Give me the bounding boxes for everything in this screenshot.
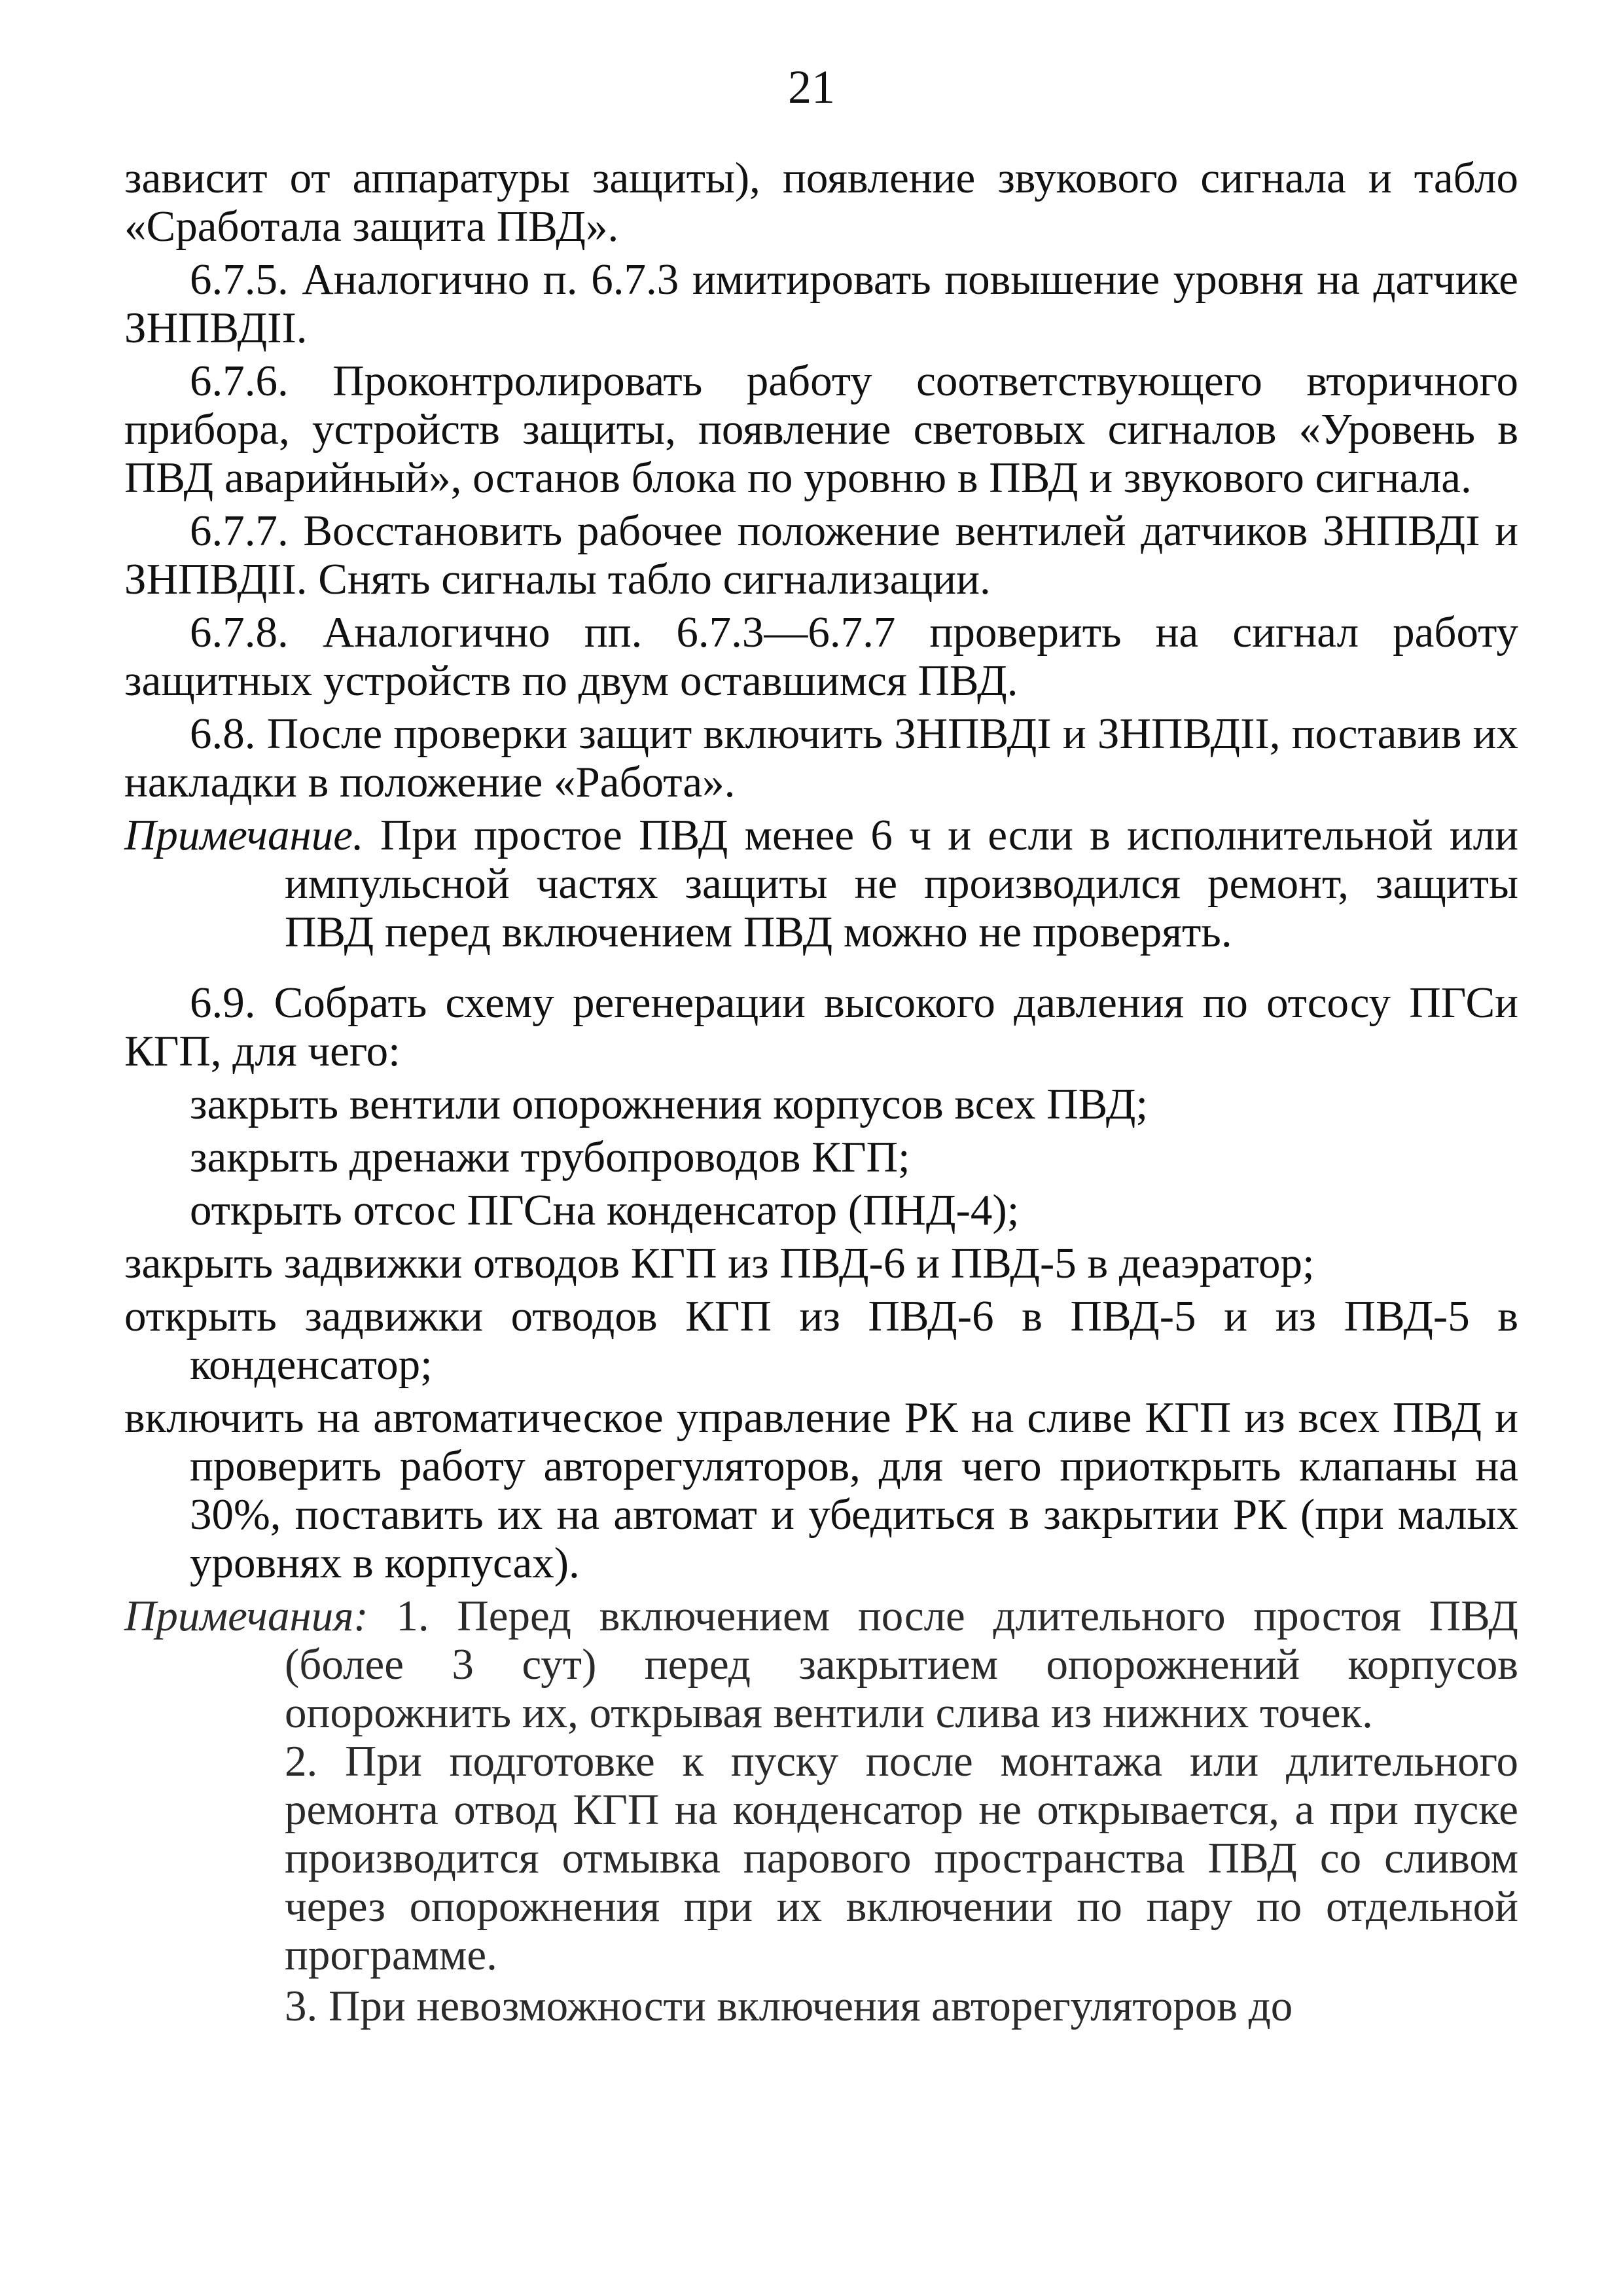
step-item: включить на автоматическое управление РК на сливе КГП из всех ПВД и проверить работу авторегуляторов, для чего приоткрыть клапаны на 30%, поставить их на автомат и убедиться в закрытии РК (при малых уровнях в корпусах). bbox=[124, 1393, 1518, 1587]
paragraph-continuation: зависит от аппаратуры защиты), появление звукового сигнала и табло «Сработала защита ПВД». bbox=[124, 154, 1518, 251]
note-item: 2. При подготовке к пуску после монтажа или длительного ремонта отвод КГП на конденсатор не открывается, а при пуске производится отмывка парового пространства ПВД со сливом через опорожнения при их включении по пару по отдельной программе. bbox=[285, 1737, 1518, 1979]
paragraph-6-9: 6.9. Собрать схему регенерации высокого давления по отсосу ПГСи КГП, для чего: bbox=[124, 978, 1518, 1075]
paragraph-6-7-7: 6.7.7. Восстановить рабочее положение вентилей датчиков ЗНПВДI и ЗНПВДII. Снять сигналы табло сигнализации. bbox=[124, 507, 1518, 603]
notes-block bbox=[124, 1592, 1518, 2030]
step-item: открыть отсос ПГСна конденсатор (ПНД-4); bbox=[190, 1186, 1020, 1234]
step-item: закрыть дренажи трубопроводов КГП; bbox=[190, 1133, 910, 1181]
step-item: закрыть вентили опорожнения корпусов всех ПВД; bbox=[190, 1080, 1149, 1128]
paragraph-6-7-5: 6.7.5. Аналогично п. 6.7.3 имитировать повышение уровня на датчике ЗНПВДII. bbox=[124, 255, 1518, 352]
note-text: При простое ПВД менее 6 ч и если в исполнительной или импульсной частях защиты не производился ремонт, защиты ПВД перед включением ПВД можно не проверять. bbox=[285, 811, 1519, 956]
step-item: закрыть задвижки отводов КГП из ПВД-6 и ПВД-5 в деаэратор; bbox=[124, 1239, 1315, 1287]
paragraph-6-8: 6.8. После проверки защит включить ЗНПВДI и ЗНПВДII, поставив их накладки в положение «Работа». bbox=[124, 709, 1518, 806]
step-item: открыть задвижки отводов КГП из ПВД-6 в ПВД-5 и из ПВД-5 в конденсатор; bbox=[124, 1292, 1518, 1389]
notes-first bbox=[124, 1592, 1518, 1737]
note-label: Примечание. bbox=[124, 811, 364, 859]
note-item: 1. Перед включением после длительного простоя ПВД (более 3 сут) перед закрытием опорожнений корпусов опорожнить их, открывая вентили слива из нижних точек. bbox=[285, 1592, 1518, 1737]
note-item: 3. При невозможности включения авторегуляторов до bbox=[285, 1982, 1293, 2030]
page-number: 21 bbox=[788, 61, 835, 113]
paragraph-6-7-8: 6.7.8. Аналогично пп. 6.7.3—6.7.7 проверить на сигнал работу защитных устройств по двум оставшимся ПВД. bbox=[124, 608, 1518, 705]
notes-label: Примечания: bbox=[124, 1592, 368, 1640]
paragraph-6-7-6: 6.7.6. Проконтролировать работу соответствующего вторичного прибора, устройств защиты, появление световых сигналов «Уровень в ПВД аварийный», останов блока по уровню в ПВД и звукового сигнала. bbox=[124, 357, 1518, 502]
page-body bbox=[124, 154, 1518, 2033]
note-block bbox=[124, 811, 1518, 956]
